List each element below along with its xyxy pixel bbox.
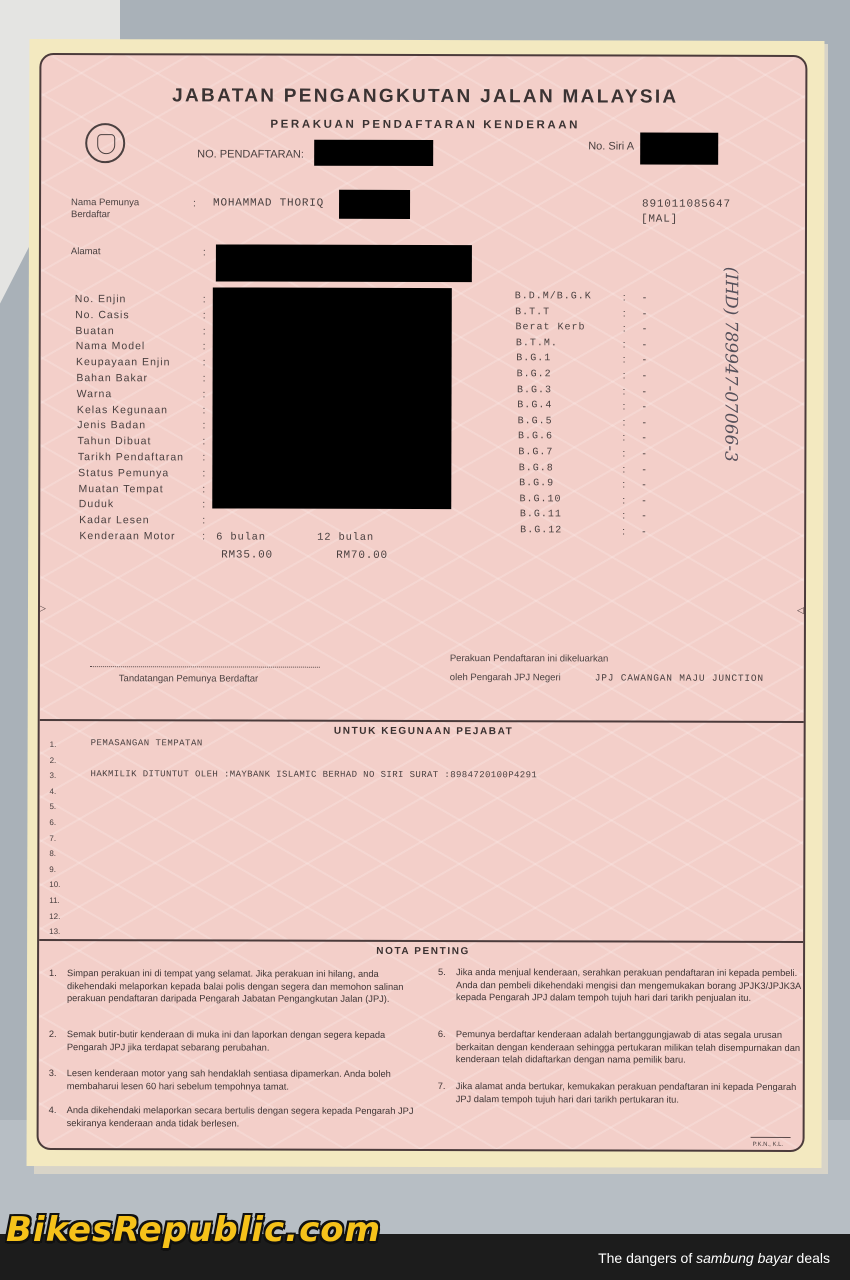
vehicle-field-colon: : [202,467,206,480]
vehicle-field-label: Tarikh Pendaftaran [77,451,185,464]
weight-field-value: - [642,291,647,304]
note-number: 5. [438,967,446,978]
weight-field-value: - [642,322,647,335]
weight-field-colon: : [622,463,626,476]
weight-field-colon: : [622,338,626,351]
caption-post: deals [792,1250,830,1266]
owner-name-colon: : [193,197,196,210]
note-text: Semak butir-butir kenderaan di muka ini dan laporkan dengan segera kepada Pengarah JPJ jika terdapat sebarang perubahan. [66,1029,386,1053]
weight-field-label: B.G.7 [518,447,554,459]
registration-certificate-paper [27,39,825,1168]
license-12-month-price: RM70.00 [336,549,388,562]
redacted-vehicle-details [212,287,452,509]
weight-field-label: B.D.M/B.G.K [514,291,592,303]
vehicle-field-colon: : [202,388,206,401]
note-text: Simpan perakuan ini di tempat yang selamat. Jika perakuan ini hilang, anda dikehendaki melaporkan kepada balai polis dengan segera dan memohon salinan perakuan pendaftaran daripada Pengarah Jabatan Pengangkutan Jalan (JPJ). [66,968,404,1005]
weight-field-colon: : [622,353,626,366]
office-line-number: 13. [49,927,61,937]
weight-field-value: - [642,478,646,491]
right-edge-marker-icon: ◁ [796,604,804,615]
owner-signature-label: Tandatangan Pemunya Berdaftar [118,673,259,685]
vehicle-field-colon: : [202,356,206,369]
weight-field-value: - [642,416,646,429]
photo-caption [598,1250,830,1266]
address-label: Alamat [70,246,101,258]
weight-field-colon: : [622,525,626,538]
weight-field-value: - [642,509,646,522]
handwritten-note: (IHD) 789947-07066-3 [720,266,741,462]
office-line-number: 7. [49,833,57,843]
weight-field-label: B.G.6 [518,431,554,443]
weight-field-colon: : [622,447,626,460]
weight-field-colon: : [622,291,626,304]
vehicle-field-label: Duduk [78,498,115,511]
owner-registered-label: Berdaftar [71,209,111,221]
weight-field-colon: : [622,431,626,444]
vehicle-field-label: Tahun Dibuat [77,435,152,448]
serial-number-label: No. Siri A [588,140,635,153]
weight-field-label: B.T.T [515,306,551,318]
vehicle-field-colon: : [202,498,206,511]
vehicle-field-colon: : [202,514,206,527]
weight-field-label: B.G.3 [516,384,552,396]
weight-field-label: B.G.12 [520,525,563,537]
vehicle-field-colon: : [202,293,206,306]
certificate-sheet [37,53,808,1152]
weight-field-colon: : [622,509,626,522]
notes-title: NOTA PENTING [376,945,470,958]
note-text: Jika alamat anda bertukar, kemukakan perakuan pendaftaran ini kepada Pengarah JPJ dalam tempoh tujuh hari dari tarikh pertukaran itu. [455,1081,797,1105]
weight-field-colon: : [622,494,626,507]
note-item-1 [49,967,417,1006]
note-text: Jika anda menjual kenderaan, serahkan perakuan pendaftaran ini kepada pembeli. Anda dan pembeli dikehendaki mengisi dan mengemukakan borang JPJK3/JPJK3A kepada Pengarah JPJ dalam tempoh tujuh hari dari tarikh penjualan itu. [455,967,801,1004]
note-item-3 [48,1067,417,1093]
issuing-branch: JPJ CAWANGAN MAJU JUNCTION [594,672,764,684]
weight-field-value: - [642,447,646,460]
weight-field-label: B.G.11 [519,509,562,521]
note-item-4 [48,1104,417,1130]
note-text: Pemunya berdaftar kenderaan adalah bertanggungjawab di atas segala urusan berkaitan dengan kenderaan sehingga pertukaran milikan telah disempurnakan dan kenderaan telah didaftarkan dengan nama pemilik baru. [455,1029,801,1065]
office-line-number: 12. [49,911,61,921]
vehicle-field-colon: : [202,404,206,417]
weight-field-label: B.T.M. [515,338,558,350]
weight-field-colon: : [622,369,626,382]
vehicle-field-label: Nama Model [75,340,146,353]
note-number: 7. [437,1081,446,1092]
weight-field-label: Berat Kerb [515,322,586,334]
note-text: Anda dikehendaki melaporkan secara bertulis dengan segera kepada Pengarah JPJ sekiranya kenderaan anda tidak berlesen. [66,1105,414,1129]
office-line-number: 6. [49,818,57,828]
vehicle-field-label: No. Casis [75,308,130,322]
license-6-month-label: 6 bulan [216,531,266,544]
note-item-5 [438,966,801,1005]
office-section-divider [40,719,808,723]
owner-nationality: [MAL] [640,213,679,226]
redacted-address [216,244,472,282]
vehicle-field-colon: : [202,435,206,448]
vehicle-field-colon: : [202,309,206,322]
left-edge-marker-icon: ▷ [38,602,46,614]
vehicle-field-label: Jenis Badan [77,419,147,432]
vehicle-field-label: Warna [76,387,113,400]
weight-field-value: - [642,353,647,366]
vehicle-field-colon: : [202,530,206,543]
vehicle-field-colon: : [202,325,206,338]
weight-field-label: B.G.10 [519,494,562,506]
weight-field-colon: : [622,400,626,413]
owner-name-value: MOHAMMAD THORIQ [213,197,325,210]
notes-section-divider [39,939,807,943]
weight-field-label: B.G.5 [517,416,553,428]
weight-field-value: - [642,385,647,398]
office-line-number: 8. [49,849,57,859]
vehicle-field-label: Status Pemunya [78,466,170,480]
vehicle-field-label: Buatan [75,324,115,337]
issued-by-label-2: oleh Pengarah JPJ Negeri [449,672,561,684]
note-number: 1. [49,968,57,979]
weight-field-value: - [642,525,646,538]
weight-field-value: - [642,400,647,413]
weight-field-label: B.G.8 [518,462,554,474]
vehicle-field-label: No. Enjin [74,293,127,306]
office-line-number: 1. [49,740,57,750]
redacted-registration-number [314,140,433,166]
caption-emphasis: sambung bayar [696,1250,793,1266]
printer-code: P.K.N., K.L. [752,1141,784,1148]
note-item-6 [437,1028,801,1067]
registration-number-label: NO. PENDAFTARAN: [197,148,304,161]
note-item-7 [437,1080,801,1106]
office-section-title: UNTUK KEGUNAAN PEJABAT [333,725,514,738]
office-line-number: 10. [49,880,61,890]
office-line-number: 4. [49,786,57,796]
vehicle-field-label: Muatan Tempat [78,482,164,495]
weight-field-label: B.G.1 [516,353,552,365]
note-number: 4. [48,1105,57,1116]
office-line-number: 2. [49,755,57,765]
office-line-number: 3. [49,771,57,781]
note-item-2 [48,1028,417,1054]
vehicle-field-colon: : [202,419,206,432]
weight-field-value: - [642,307,647,320]
weight-field-value: - [642,494,646,507]
weight-field-colon: : [622,416,626,429]
note-text: Lesen kenderaan motor yang sah hendaklah sentiasa dipamerkan. Anda boleh membaharui lesen 60 hari sebelum tempohnya tamat. [66,1068,391,1092]
document-title: JABATAN PENGANGKUTAN JALAN MALAYSIA [172,85,679,108]
redacted-serial-number [640,133,718,165]
weight-field-label: B.G.2 [516,369,552,381]
vehicle-field-label: Bahan Bakar [76,372,149,385]
document-subtitle: PERAKUAN PENDAFTARAN KENDERAAN [270,118,581,132]
vehicle-field-label: Kadar Lesen [79,514,150,527]
weight-field-value: - [642,431,646,444]
weight-field-value: - [642,369,647,382]
owner-name-label: Nama Pemunya [71,197,140,209]
weight-field-colon: : [622,385,626,398]
redacted-owner-surname [339,190,410,219]
vehicle-field-colon: : [202,340,206,353]
issued-by-label-1: Perakuan Pendaftaran ini dikeluarkan [449,653,609,665]
weight-field-value: - [642,463,646,476]
vehicle-field-label: Keupayaan Enjin [76,356,171,369]
footer-rule [751,1137,791,1138]
license-6-month-price: RM35.00 [221,549,273,562]
office-line-number: 9. [49,864,56,874]
vehicle-field-colon: : [202,451,206,464]
caption-pre: The dangers of [598,1250,697,1266]
vehicle-field-colon: : [202,483,206,496]
vehicle-field-label: Kenderaan Motor [79,530,176,543]
address-colon: : [202,246,206,259]
weight-field-colon: : [622,322,626,335]
weight-field-label: B.G.4 [517,400,553,412]
office-entry-3: HAKMILIK DITUNTUT OLEH :MAYBANK ISLAMIC BERHAD NO SIRI SURAT :8984720100P4291 [90,769,538,781]
office-line-number: 11. [49,896,60,906]
vehicle-field-colon: : [202,372,206,385]
vehicle-field-label: Kelas Kegunaan [76,403,169,416]
office-line-number: 5. [49,802,57,812]
note-number: 6. [437,1029,446,1040]
signature-line [90,666,320,668]
weight-field-colon: : [622,307,626,320]
note-number: 3. [48,1068,57,1079]
owner-id-number: 891011085647 [642,198,731,211]
office-entry-1: PEMASANGAN TEMPATAN [90,738,203,749]
note-number: 2. [48,1029,57,1040]
weight-field-label: B.G.9 [519,478,555,490]
bikesrepublic-logo: BikesRepublic.com [6,1210,382,1250]
weight-field-value: - [642,338,647,351]
license-12-month-label: 12 bulan [317,531,374,544]
weight-field-colon: : [622,478,626,491]
